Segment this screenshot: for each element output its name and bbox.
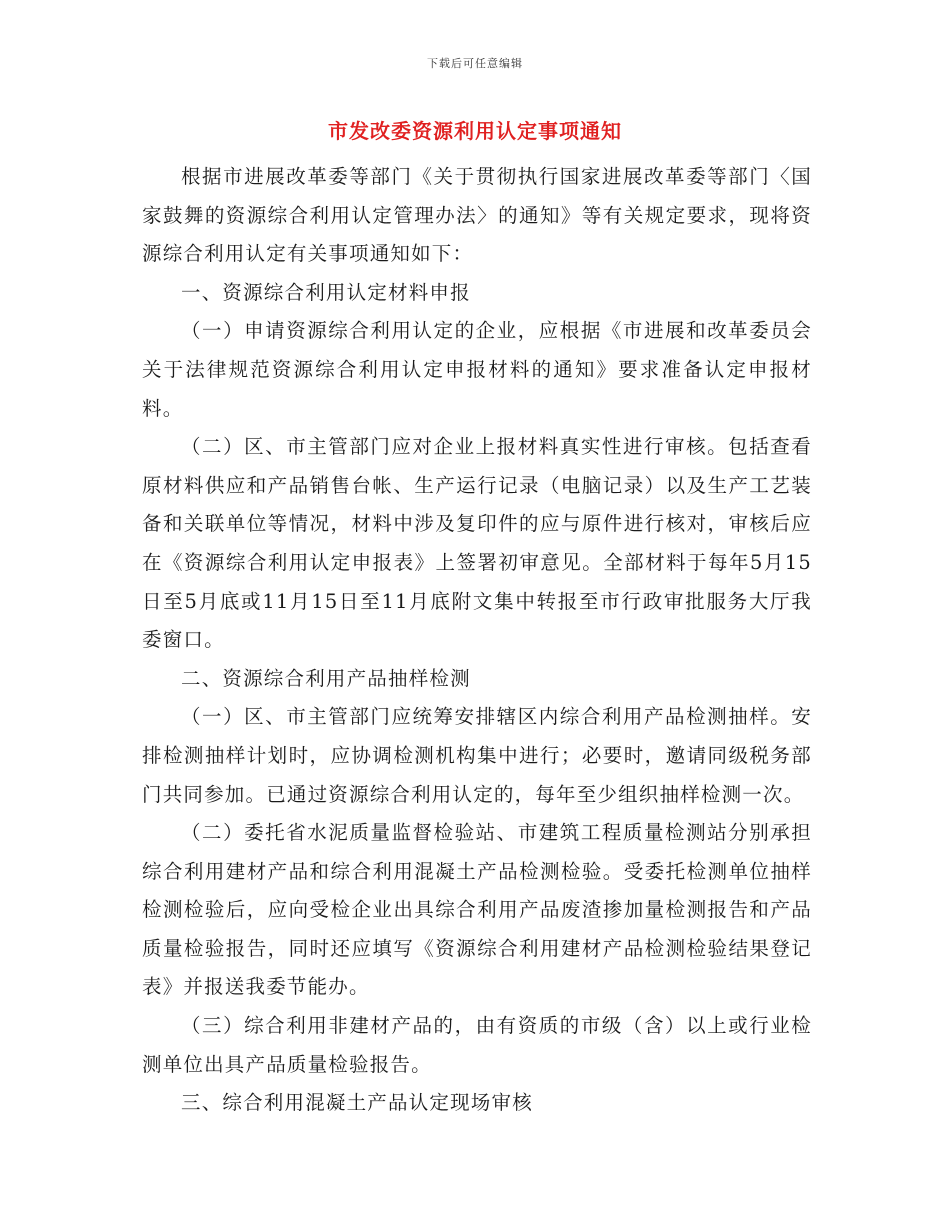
paragraph-1-2: （二）区、市主管部门应对企业上报材料真实性进行审核。包括查看原材料供应和产品销售台帐、生产运行记录（电脑记录）以及生产工艺装备和关联单位等情况，材料中涉及复印件的应与原件进行核对，审核后应在《资源综合利用认定申报表》上签署初审意见。全部材料于每年5月15日至5月底或11月15日至11月底附文集中转报至市行政审批服务大厅我委窗口。	[142, 435, 812, 652]
section-heading-3: 三、综合利用混凝土产品认定现场审核	[181, 1091, 533, 1115]
paragraph-intro: 根据市进展改革委等部门《关于贯彻执行国家进展改革委等部门〈国家鼓舞的资源综合利用认定管理办法〉的通知》等有关规定要求，现将资源综合利用认定有关事项通知如下：	[142, 165, 812, 266]
document-title: 市发改委资源利用认定事项通知	[328, 119, 622, 143]
paragraph-2-1: （一）区、市主管部门应统筹安排辖区内综合利用产品检测抽样。安排检测抽样计划时，应协调检测机构集中进行；必要时，邀请同级税务部门共同参加。已通过资源综合利用认定的，每年至少组织抽样检测一次。	[142, 705, 812, 806]
document-body	[142, 158, 812, 1123]
paragraph-1-1: （一）申请资源综合利用认定的企业，应根据《市进展和改革委员会关于法律规范资源综合利用认定申报材料的通知》要求准备认定申报材料。	[142, 319, 812, 420]
paragraph-2-2: （二）委托省水泥质量监督检验站、市建筑工程质量检测站分别承担综合利用建材产品和综合利用混凝土产品检测检验。受委托检测单位抽样检测检验后，应向受检企业出具综合利用产品废渣掺加量检测报告和产品质量检验报告，同时还应填写《资源综合利用建材产品检测检验结果登记表》并报送我委节能办。	[142, 821, 812, 999]
section-heading-2: 二、资源综合利用产品抽样检测	[181, 666, 471, 690]
section-heading-1: 一、资源综合利用认定材料申报	[181, 280, 471, 304]
page-header: 下载后可任意编辑	[427, 57, 523, 70]
paragraph-2-3: （三）综合利用非建材产品的，由有资质的市级（含）以上或行业检测单位出具产品质量检验报告。	[142, 1014, 812, 1076]
